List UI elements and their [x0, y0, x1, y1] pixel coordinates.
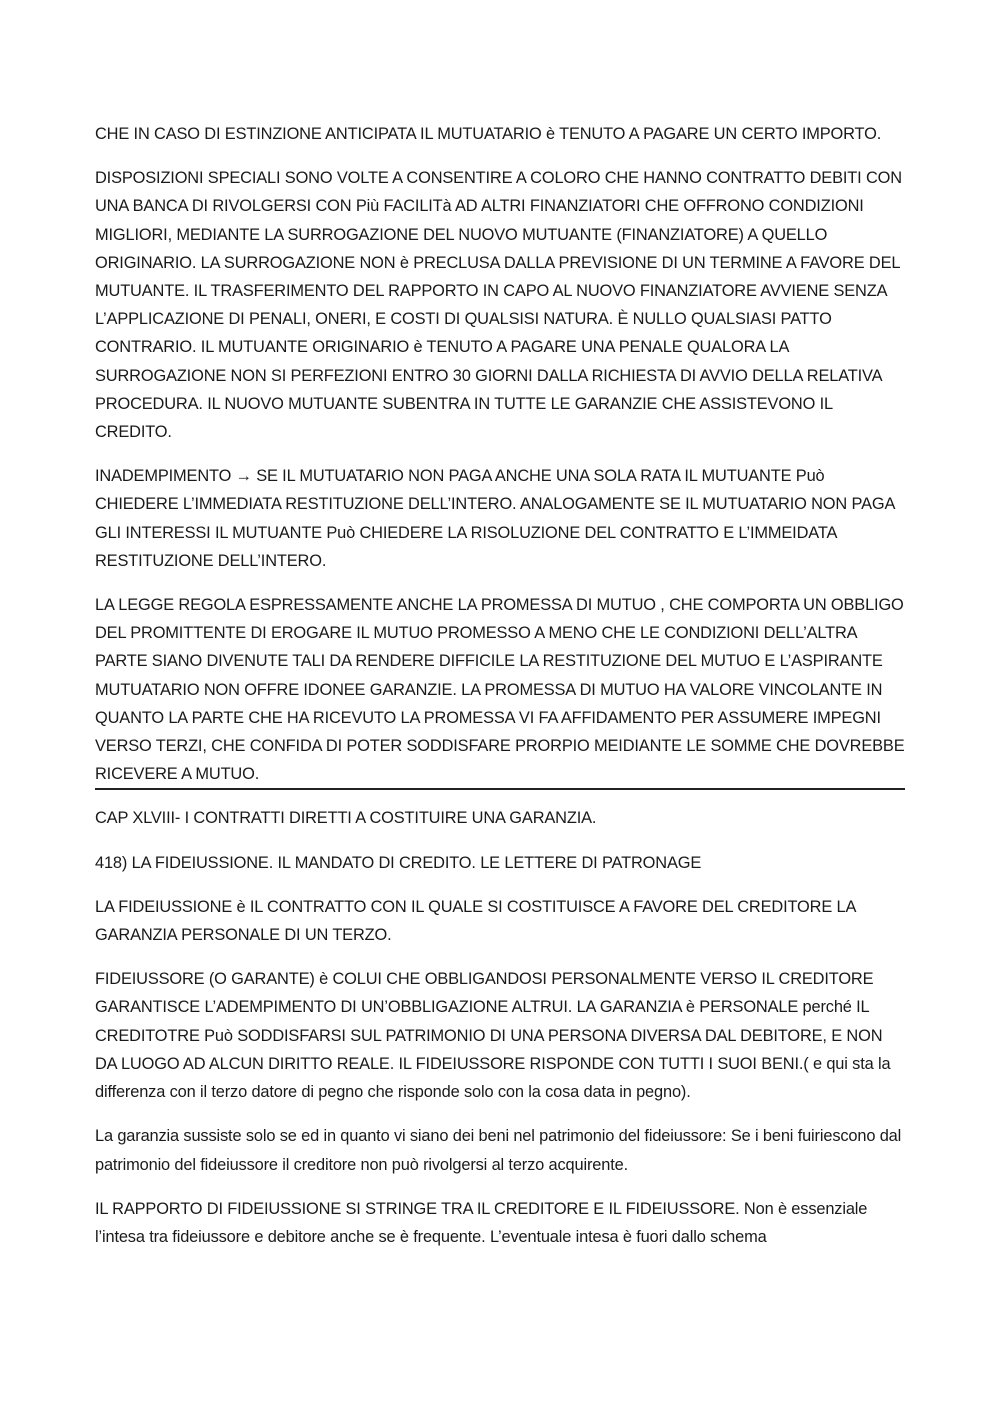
paragraph-inadempimento: INADEMPIMENTO → SE IL MUTUATARIO NON PAGA ANCHE UNA SOLA RATA IL MUTUANTE Può CHIEDERE L’IMMEDIATA RESTITUZIONE DELL’INTERO. ANALOGAMENTE SE IL MUTUATARIO NON PAGA GLI INTERESSI IL MUTUANTE Può CHIEDERE LA RISOLUZIONE DEL CONTRATTO E L’IMMEIDATA RESTITUZIONE DELL’INTERO. — [95, 467, 895, 570]
paragraph-promessa-di-mutuo: LA LEGGE REGOLA ESPRESSAMENTE ANCHE LA PROMESSA DI MUTUO , CHE COMPORTA UN OBBLIGO DEL PROMITTENTE DI EROGARE IL MUTUO PROMESSO A MENO CHE LE CONDIZIONI DELL’ALTRA PARTE SIANO DIVENUTE TALI DA RENDERE DIFFICILE LA RESTITUZIONE DEL MUTUO E L’ASPIRANTE MUTUATARIO NON OFFRE IDONEE GARANZIE. LA PROMESSA DI MUTUO HA VALORE VINCOLANTE IN QUANTO LA PARTE CHE HA RICEVUTO LA PROMESSA VI FA AFFIDAMENTO PER ASSUMERE IMPEGNI VERSO TERZI, CHE CONFIDA DI POTER SODDISFARE PRORPIO MEIDIANTE LE SOMME CHE DOVREBBE RICEVERE A MUTUO. — [95, 596, 905, 784]
chapter-title: CAP XLVIII- I CONTRATTI DIRETTI A COSTITUIRE UNA GARANZIA. — [95, 809, 597, 828]
paragraph-fideiussore: FIDEIUSSORE (O GARANTE) è COLUI CHE OBBLIGANDOSI PERSONALMENTE VERSO IL CREDITORE GARANTISCE L’ADEMPIMENTO DI UN’OBBLIGAZIONE ALTRUI. LA GARANZIA è PERSONALE perché IL CREDITOTRE Può SODDISFARSI SUL PATRIMONIO DI UNA PERSONA DIVERSA DAL DEBITORE, E NON DA LUOGO AD ALCUN DIRITTO REALE. IL FIDEIUSSORE RISPONDE CON TUTTI I SUOI BENI.( e qui sta la differenza con il terzo datore di pegno che risponde solo con la cosa data in pegno). — [95, 970, 891, 1102]
paragraph-surrogazione: DISPOSIZIONI SPECIALI SONO VOLTE A CONSENTIRE A COLORO CHE HANNO CONTRATTO DEBITI CON UNA BANCA DI RIVOLGERSI CON Più FACILITà AD ALTRI FINANZIATORI CHE OFFRONO CONDIZIONI MIGLIORI, MEDIANTE LA SURROGAZIONE DEL NUOVO MUTUANTE (FINANZIATORE) A QUELLO ORIGINARIO. LA SURROGAZIONE NON è PRECLUSA DALLA PREVISIONE DI UN TERMINE A FAVORE DEL MUTUANTE. IL TRASFERIMENTO DEL RAPPORTO IN CAPO AL NUOVO FINANZIATORE AVVIENE SENZA L’APPLICAZIONE DI PENALI, ONERI, E COSTI DI QUALSISI NATURA. È NULLO QUALSIASI PATTO CONTRARIO. IL MUTUANTE ORIGINARIO è TENUTO A PAGARE UNA PENALE QUALORA LA SURROGAZIONE NON SI PERFEZIONI ENTRO 30 GIORNI DALLA RICHIESTA DI AVVIO DELLA RELATIVA PROCEDURA. IL NUOVO MUTUANTE SUBENTRA IN TUTTE LE GARANZIE CHE ASSISTEVONO IL CREDITO. — [95, 169, 902, 442]
paragraph-garanzia-sussiste: La garanzia sussiste solo se ed in quanto vi siano dei beni nel patrimonio del fideiussore: Se i beni fuiriescono dal patrimonio del fideiussore il creditore non può rivolgersi al terzo acquirente. — [95, 1127, 902, 1174]
document-page — [95, 120, 905, 1267]
paragraph-rapporto-fideiussione: IL RAPPORTO DI FIDEIUSSIONE SI STRINGE TRA IL CREDITORE E IL FIDEIUSSORE. Non è essenziale l’intesa tra fideiussore e debitore anche se è frequente. L’eventuale intesa è fuori dallo schema — [95, 1199, 868, 1246]
horizontal-rule — [95, 788, 905, 790]
paragraph-fideiussione-definizione: LA FIDEIUSSIONE è IL CONTRATTO CON IL QUALE SI COSTITUISCE A FAVORE DEL CREDITORE LA GARANZIA PERSONALE DI UN TERZO. — [95, 897, 856, 945]
paragraph-estinzione-anticipata: CHE IN CASO DI ESTINZIONE ANTICIPATA IL MUTUATARIO è TENUTO A PAGARE UN CERTO IMPORTO. — [95, 125, 882, 143]
section-title: 418) LA FIDEIUSSIONE. IL MANDATO DI CREDITO. LE LETTERE DI PATRONAGE — [95, 853, 702, 872]
